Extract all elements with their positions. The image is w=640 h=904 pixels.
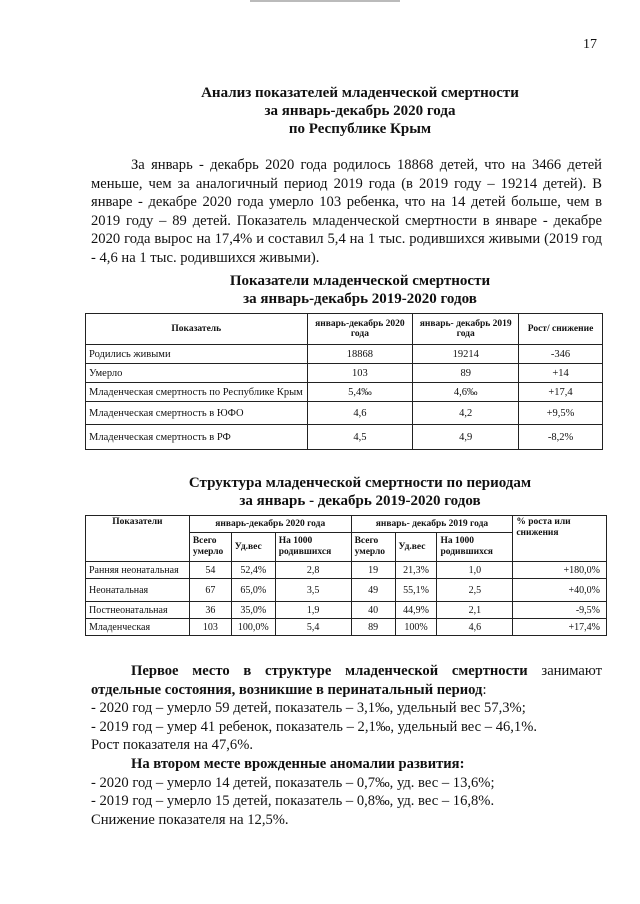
- table-row: [86, 579, 607, 602]
- table-cell: 4,6: [307, 402, 413, 425]
- table-cell: Родились живыми: [86, 345, 308, 364]
- table-cell: 4,5: [307, 425, 413, 450]
- column-header: Показатели: [86, 516, 190, 562]
- table-cell: 19: [351, 562, 395, 579]
- column-group-header: январь-декабрь 2020 года: [189, 516, 351, 533]
- table-cell: 103: [307, 364, 413, 383]
- table-cell: 55,1%: [395, 579, 437, 602]
- table-cell: +40,0%: [513, 579, 607, 602]
- section1-lead: [91, 662, 602, 699]
- table-cell: 5,4: [275, 619, 351, 636]
- table1-caption-line-1: Показатели младенческой смертности: [229, 273, 491, 289]
- heading-line-2: за январь-декабрь 2020 года: [264, 103, 456, 119]
- table-cell: 54: [189, 562, 231, 579]
- table-cell: 65,0%: [231, 579, 275, 602]
- section1-lead-bold: Первое место в структуре младенческой смертности: [131, 663, 528, 679]
- table-cell: Ранняя неонатальная: [86, 562, 190, 579]
- table2-caption-line-2: за январь - декабрь 2019-2020 годов: [239, 493, 481, 509]
- section1-lead-colon: :: [482, 681, 487, 698]
- table-cell: 1,9: [275, 602, 351, 619]
- table-cell: 2,8: [275, 562, 351, 579]
- table1-caption: [90, 272, 630, 308]
- table2-caption-line-1: Структура младенческой смертности по периодам: [188, 475, 532, 491]
- section1-line-2020: - 2020 год – умерло 59 детей, показатель – 3,1‰, удельный вес 57,3%;: [91, 700, 526, 717]
- column-subheader: Уд.вес: [395, 533, 437, 562]
- table-cell: 44,9%: [395, 602, 437, 619]
- table-cell: 4,6: [437, 619, 513, 636]
- page-number: 17: [583, 37, 597, 52]
- table-cell: +17,4: [519, 383, 603, 402]
- table-cell: 49: [351, 579, 395, 602]
- table-cell: 35,0%: [231, 602, 275, 619]
- table-cell: Младенческая смертность по Республике Крым: [86, 383, 308, 402]
- table-cell: Младенческая: [86, 619, 190, 636]
- infant-mortality-indicators-table: [85, 313, 603, 450]
- table-row: [86, 364, 603, 383]
- section1-lead-rest: занимают: [527, 663, 602, 679]
- table-cell: Младенческая смертность в РФ: [86, 425, 308, 450]
- table-cell: Неонатальная: [86, 579, 190, 602]
- mortality-structure-table: [85, 515, 607, 636]
- section2-summary: Снижение показателя на 12,5%.: [91, 811, 289, 828]
- table-cell: 1,0: [437, 562, 513, 579]
- table-row: [86, 602, 607, 619]
- column-header: % роста или снижения: [513, 516, 607, 562]
- table1-caption-line-2: за январь-декабрь 2019-2020 годов: [243, 291, 477, 307]
- table-cell: 89: [351, 619, 395, 636]
- table-header-row: [86, 516, 607, 533]
- table-row: [86, 425, 603, 450]
- table-cell: +9,5%: [519, 402, 603, 425]
- table2-caption: [90, 474, 630, 510]
- section2-line-2020: - 2020 год – умерло 14 детей, показатель – 0,7‰, уд. вес – 13,6%;: [91, 774, 495, 791]
- table-cell: Младенческая смертность в ЮФО: [86, 402, 308, 425]
- table-cell: +14: [519, 364, 603, 383]
- table-cell: -346: [519, 345, 603, 364]
- table-row: [86, 619, 607, 636]
- heading-line-3: по Республике Крым: [288, 121, 432, 137]
- table-cell: 103: [189, 619, 231, 636]
- table-cell: 100,0%: [231, 619, 275, 636]
- table-row: [86, 402, 603, 425]
- table-cell: 2,1: [437, 602, 513, 619]
- table-cell: 18868: [307, 345, 413, 364]
- table-row: [86, 345, 603, 364]
- table-cell: Умерло: [86, 364, 308, 383]
- table-header-row: [86, 314, 603, 345]
- document-heading: [90, 84, 630, 138]
- table-cell: 19214: [413, 345, 519, 364]
- table-cell: 89: [413, 364, 519, 383]
- table-row: [86, 562, 607, 579]
- table-cell: 3,5: [275, 579, 351, 602]
- column-subheader: На 1000 родившихся: [275, 533, 351, 562]
- table-cell: -8,2%: [519, 425, 603, 450]
- column-header: Показатель: [86, 314, 308, 345]
- table-cell: 36: [189, 602, 231, 619]
- table-cell: 4,2: [413, 402, 519, 425]
- column-subheader: Уд.вес: [231, 533, 275, 562]
- section2-line-2019: - 2019 год – умерло 15 детей, показатель – 0,8‰, уд. вес – 16,8%.: [91, 793, 495, 810]
- column-header: январь-декабрь 2020 года: [307, 314, 413, 345]
- table-cell: 5,4‰: [307, 383, 413, 402]
- section1-line-2019: - 2019 год – умер 41 ребенок, показатель – 2,1‰, удельный вес – 46,1%.: [91, 718, 538, 735]
- heading-line-1: Анализ показателей младенческой смертности: [201, 85, 519, 101]
- column-group-header: январь- декабрь 2019 года: [351, 516, 513, 533]
- table-cell: -9,5%: [513, 602, 607, 619]
- column-subheader: На 1000 родившихся: [437, 533, 513, 562]
- column-subheader: Всего умерло: [351, 533, 395, 562]
- section1-summary: Рост показателя на 47,6%.: [91, 737, 254, 754]
- column-header: Рост/ снижение: [519, 314, 603, 345]
- table-cell: 4,6‰: [413, 383, 519, 402]
- table-cell: 67: [189, 579, 231, 602]
- section1-lead-bold2: отдельные состояния, возникшие в перинатальный период: [91, 681, 483, 698]
- table-cell: +17,4%: [513, 619, 607, 636]
- column-subheader: Всего умерло: [189, 533, 231, 562]
- table-cell: 40: [351, 602, 395, 619]
- intro-paragraph: За январь - декабрь 2020 года родилось 18868 детей, что на 3466 детей меньше, чем за аналогичный период 2019 года (в 2019 году – 19214 детей). В январе - декабре 2020 года умерло 103 ребенка, что на 14 детей больше, чем в 2019 году – 89 детей. Показатель младенческой смертности в январе - декабре 2020 года вырос на 17,4% и составил 5,4 на 1 тыс. родившихся живыми (2019 год - 4,6 на 1 тыс. родившихся живыми).: [91, 157, 602, 266]
- table-cell: 52,4%: [231, 562, 275, 579]
- analysis-section: [91, 662, 602, 829]
- table-cell: Постнеонатальная: [86, 602, 190, 619]
- table-row: [86, 383, 603, 402]
- scan-edge-line: [250, 0, 400, 2]
- table-cell: 4,9: [413, 425, 519, 450]
- table-cell: 21,3%: [395, 562, 437, 579]
- table-cell: 2,5: [437, 579, 513, 602]
- table-cell: 100%: [395, 619, 437, 636]
- table-cell: +180,0%: [513, 562, 607, 579]
- section2-lead: На втором месте врожденные аномалии развития:: [131, 755, 465, 772]
- column-header: январь- декабрь 2019 года: [413, 314, 519, 345]
